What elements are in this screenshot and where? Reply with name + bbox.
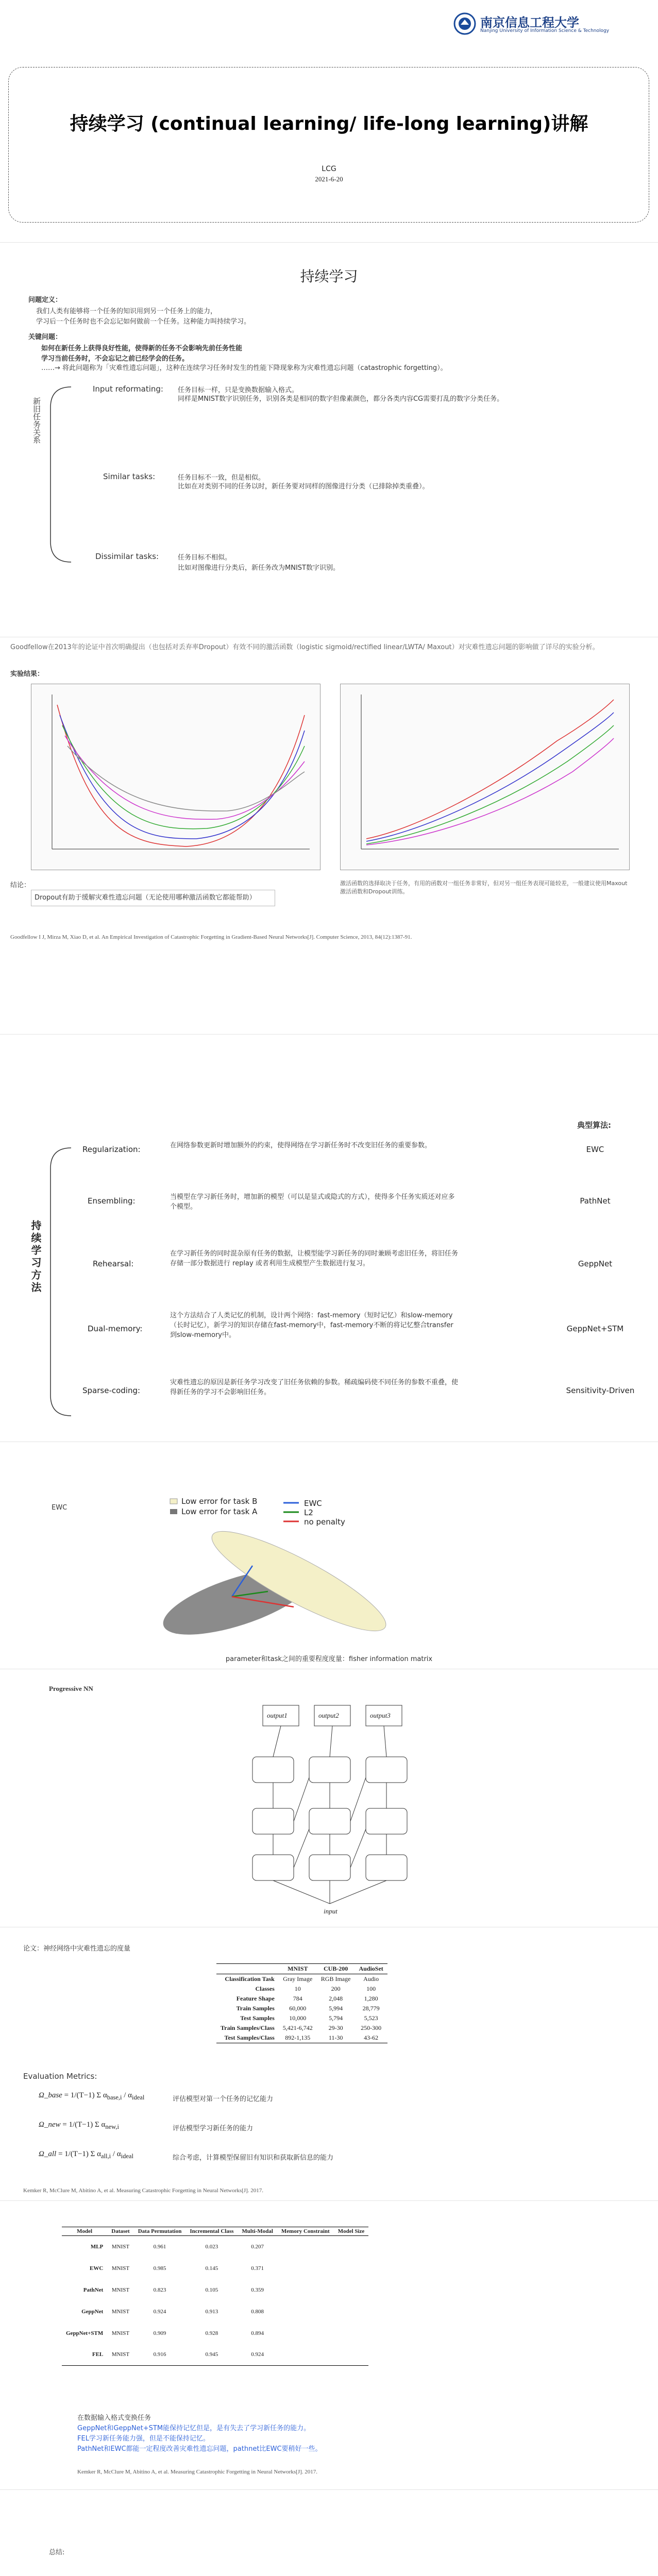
results-note-4: PathNet和EWC都能一定程度改善灾难性遗忘问题，pathnet比EWC要稍好一些。 (77, 2445, 322, 2453)
results-header: Incremental Class (190, 2228, 234, 2234)
key-point-2: 学习当前任务时，不会忘记之前已经学会的任务。 (41, 355, 189, 363)
results-note-1: 在数据输入格式变换任务 (77, 2414, 151, 2422)
slide-title (0, 0, 658, 242)
dissimilar-tasks-label: Dissimilar tasks: (95, 552, 159, 561)
legend-no-penalty: no penalty (304, 1517, 345, 1527)
conclusion-text: Dropout有助于缓解灾难性遗忘问题（无论使用哪种激活函数它都能帮助） (35, 894, 256, 902)
conclusion-box (31, 890, 275, 906)
presentation-date: 2021-6-20 (315, 175, 343, 183)
similar-tasks-desc-2: 比如在对类别不同的任务以时，新任务要对同样的图像进行分类（已排除掉类重叠）。 (178, 483, 429, 490)
summary-label: 总结: (49, 2549, 65, 2556)
task-relation-label (31, 397, 43, 447)
logo-subtext: Nanjing University of Information Science & Technology (480, 28, 610, 33)
similar-tasks-desc-1: 任务目标不一致，但是相似。 (178, 474, 265, 482)
key-point-3: ……→ 将此问题称为「灾难性遗忘问题」，这种在连续学习任务时发生的性能下降现象称为灾难性遗忘问题（catastrophic forgetting）。 (41, 364, 447, 372)
problem-line-2: 学习后一个任务时也不会忘记如何做前一个任务。这种能力叫持续学习。 (36, 318, 251, 326)
slide-metrics (0, 1927, 658, 2200)
method-row-sparse-coding (0, 1375, 658, 1426)
method-row-dual-memory (0, 1308, 658, 1364)
experiment-label: 实验结果： (10, 670, 44, 678)
methods-side-text: 持续学习方法 (29, 1220, 42, 1294)
slide-problem-definition (0, 243, 658, 637)
plot-curves-right (341, 684, 629, 870)
pnn-diagram (227, 1700, 443, 1917)
omega-base-symbol: Ω_base (39, 2091, 62, 2099)
method-desc: 在学习新任务的同时混杂原有任务的数据，让模型能学习新任务的同时兼顾考虑旧任务，将旧任务存储一部分数据进行 replay 或者利用生成模型产生数据进行复习。 (170, 1250, 459, 1267)
slide-main-title: 持续学习 (continual learning/ life-long learning)讲解 (70, 113, 588, 134)
logo-text: 南京信息工程大学 (480, 15, 579, 30)
slide-heading: 持续学习 (300, 268, 358, 285)
slide-results (0, 2201, 658, 2489)
legend-task-b: Low error for task B (181, 1497, 258, 1506)
omega-base-desc: 评估模型对第一个任务的记忆能力 (173, 2095, 274, 2103)
table-row: Train Samples/Class 5,421-6,742 29-30 250-300 (221, 2024, 382, 2031)
slide-summary (0, 2490, 658, 2576)
author-name: LCG (322, 165, 336, 173)
results-note-2: GeppNet和GeppNet+STM能保持记忆但是，是有失去了学习新任务的能力。 (77, 2425, 311, 2432)
experiment-plot-right (340, 684, 630, 870)
slide-progressive-nn (0, 1669, 658, 1927)
method-algo: EWC (586, 1145, 604, 1154)
dissimilar-tasks-desc-1: 任务目标不相似。 (178, 554, 232, 562)
method-row-regularization (0, 1138, 658, 1179)
table-row: FEL MNIST 0.916 0.945 0.924 (62, 2344, 368, 2366)
slide-ewc-label: EWC (52, 1504, 68, 1512)
similar-tasks-label: Similar tasks: (103, 472, 156, 481)
input-reformat-desc-1: 任务目标一样，只是变换数据输入格式。 (178, 386, 299, 394)
table-row: Feature Shape 784 2,048 1,280 (236, 1995, 378, 2002)
method-name: Sparse-coding: (82, 1386, 141, 1395)
method-name: Regularization: (82, 1145, 141, 1154)
conclusion-label: 结论： (10, 882, 31, 889)
legend-swatch-task-b (170, 1499, 177, 1504)
results-header: Memory Constraint (281, 2228, 330, 2234)
table-row: Test Samples/Class 892-1,135 11-30 43-62 (216, 2033, 387, 2043)
omega-all-desc: 综合考虑，计算模型保留旧有知识和获取新信息的能力 (173, 2154, 334, 2162)
problem-label: 问题定义： (28, 296, 62, 304)
summary-col-headers (227, 2572, 433, 2576)
method-name: Dual-memory: (88, 1324, 143, 1333)
plot-curves-left (31, 684, 320, 870)
method-algo: Sensitivity-Driven (566, 1386, 635, 1395)
pnn-hidden-layers (252, 1757, 407, 1880)
results-header: Dataset (111, 2228, 130, 2234)
dataset-header: AudioSet (359, 1965, 383, 1972)
table-row: Classes 10 200 100 (255, 1985, 376, 1992)
typical-algo-label: 典型算法: (577, 1121, 611, 1130)
method-name: Rehearsal: (93, 1259, 134, 1268)
dataset-table (216, 1963, 387, 2043)
method-name: Ensembling: (88, 1196, 136, 1206)
pnn-output-3: output3 (370, 1711, 391, 1719)
method-desc: 在网络参数更新时增加额外的约束，使得网络在学习新任务时不改变旧任务的重要参数。 (170, 1142, 432, 1149)
results-note-3: FEL学习新任务能力强，但是不能保持记忆。 (77, 2435, 210, 2443)
results-header: Model (77, 2228, 93, 2234)
table-row: GeppNet+STM MNIST 0.909 0.928 0.894 (66, 2330, 264, 2336)
table-row: MLP MNIST 0.961 0.023 0.207 (90, 2243, 264, 2250)
method-desc: 当模型在学习新任务时，增加新的模型（可以是显式或隐式的方式），使得多个任务实质还对应多个模型。 (170, 1193, 455, 1211)
university-logo (453, 11, 649, 36)
experiment-reference: Goodfellow I J, Mirza M, Xiao D, et al. An Empirical Investigation of Catastrophic Forgetting in Gradient-Based Neural Networks[J]. Computer Science, 2013, 84(12):1387-91. (10, 934, 412, 940)
table-row: EWC MNIST 0.985 0.145 0.371 (90, 2265, 264, 2272)
title-frame (8, 67, 649, 223)
dataset-header: CUB-200 (323, 1965, 348, 1972)
activation-note: 激活函数的选择取决于任务，有用的函数对一组任务非常好，但对另一组任务表现可能较差，一般建议使用Maxout激活函数和Dropout训练。 (340, 880, 628, 895)
table-row: GeppNet MNIST 0.924 0.913 0.808 (81, 2308, 264, 2315)
metrics-reference: Kemker R, McClure M, Abitino A, et al. Measuring Catastrophic Forgetting in Neural Networks[J]. 2017. (23, 2188, 264, 2194)
problem-line-1: 我们人类有能够将一个任务的知识用到另一个任务上的能力， (36, 308, 217, 315)
experiment-intro: Goodfellow在2013年的论证中首次明确提出（也包括对丢弃率Dropout）有效不同的激活函数（logistic sigmoid/rectified linear/LWTA/ Maxout）对灾难性遗忘问题的影响做了详尽的实验分析。 (10, 643, 599, 651)
method-row-rehearsal (0, 1246, 658, 1297)
method-row-ensembling (0, 1189, 658, 1230)
results-header: Model Size (338, 2228, 365, 2234)
task-relation-text: 新旧任务关系 (32, 397, 41, 444)
legend-ewc: EWC (304, 1499, 322, 1508)
method-desc: 这个方法结合了人类记忆的机制，设计两个网络：fast-memory（短时记忆）和slow-memory（长时记忆），新学习的知识存储在fast-memory中，fast-memory不断的将记忆整合transfer到slow-memory中。 (170, 1312, 453, 1339)
omega-base-formula: Ω_base = 1/(T−1) Σ $\alpha_{base,i} / \alpha_{ideal}$ (39, 2091, 145, 2101)
results-reference: Kemker R, McClure M, Abitino A, et al. Measuring Catastrophic Forgetting in Neural Networks[J]. 2017. (77, 2469, 318, 2475)
results-header: Multi-Modal (242, 2228, 273, 2234)
results-header: Data Permutation (138, 2228, 182, 2234)
metrics-label: Evaluation Metrics: (23, 2072, 97, 2081)
omega-new-desc: 评估模型学习新任务的能力 (173, 2125, 254, 2132)
legend-swatch-task-a (170, 1509, 177, 1514)
legend-task-a: Low error for task A (181, 1507, 258, 1516)
pnn-output-2: output2 (318, 1711, 339, 1719)
table-row: Test Samples 10,000 5,794 5,523 (240, 2014, 378, 2022)
method-algo: PathNet (580, 1196, 611, 1206)
key-issues-label: 关键问题： (28, 333, 62, 341)
key-point-1: 如何在新任务上获得良好性能，使得新的任务不会影响先前任务性能 (41, 345, 243, 352)
dataset-header: MNIST (288, 1965, 308, 1972)
slide-experiment (0, 637, 658, 1034)
omega-all-formula: Ω_all = 1/(T−1) Σ $\alpha_{all,i} / \alpha_{ideal}$ (39, 2150, 133, 2160)
ewc-caption: parameter和task之间的重要程度度量：fisher information matrix (225, 1655, 433, 1663)
omega-new-formula: Ω_new = 1/(T−1) Σ $\alpha_{new,i}$ (39, 2121, 119, 2130)
method-algo: GeppNet (578, 1259, 613, 1268)
experiment-plot-left (31, 684, 320, 870)
slide-methods (0, 1035, 658, 1442)
university-emblem-icon (453, 12, 476, 35)
input-reformat-desc-2: 同样是MNIST数字识别任务，识别各类是相同的数字但像素颜色，都分各类内容CG需要打乱的数字分类任务。 (178, 395, 504, 403)
pnn-output-1: output1 (267, 1711, 288, 1719)
metrics-intro: 论文：神经网络中灾难性遗忘的度量 (23, 1945, 131, 1953)
legend-l2: L2 (304, 1508, 313, 1517)
dataset-header (216, 1964, 279, 1974)
pnn-input: input (324, 1907, 338, 1915)
task-relation-bracket (45, 377, 76, 572)
method-algo: GeppNet+STM (566, 1324, 624, 1333)
slide-ewc (0, 1442, 658, 1669)
table-row: Train Samples 60,000 5,994 28,779 (236, 2005, 380, 2012)
input-reformat-label: Input reformating: (93, 384, 163, 394)
table-row: Classification Task Gray Image RGB Image Audio (216, 1974, 387, 1985)
omega-new-symbol: Ω_new (39, 2121, 61, 2129)
table-row: PathNet MNIST 0.823 0.105 0.359 (83, 2286, 264, 2293)
results-table (62, 2227, 368, 2366)
dissimilar-tasks-desc-2: 比如对图像进行分类后，新任务改为MNIST数字识别。 (178, 564, 340, 572)
omega-all-symbol: Ω_all (39, 2150, 57, 2158)
slide-pnn-label: Progressive NN (49, 1685, 93, 1692)
method-desc: 灾难性遗忘的原因是新任务学习改变了旧任务依赖的参数。稀疏编码使不同任务的参数不重叠，使得新任务的学习不会影响旧任务。 (170, 1379, 459, 1396)
